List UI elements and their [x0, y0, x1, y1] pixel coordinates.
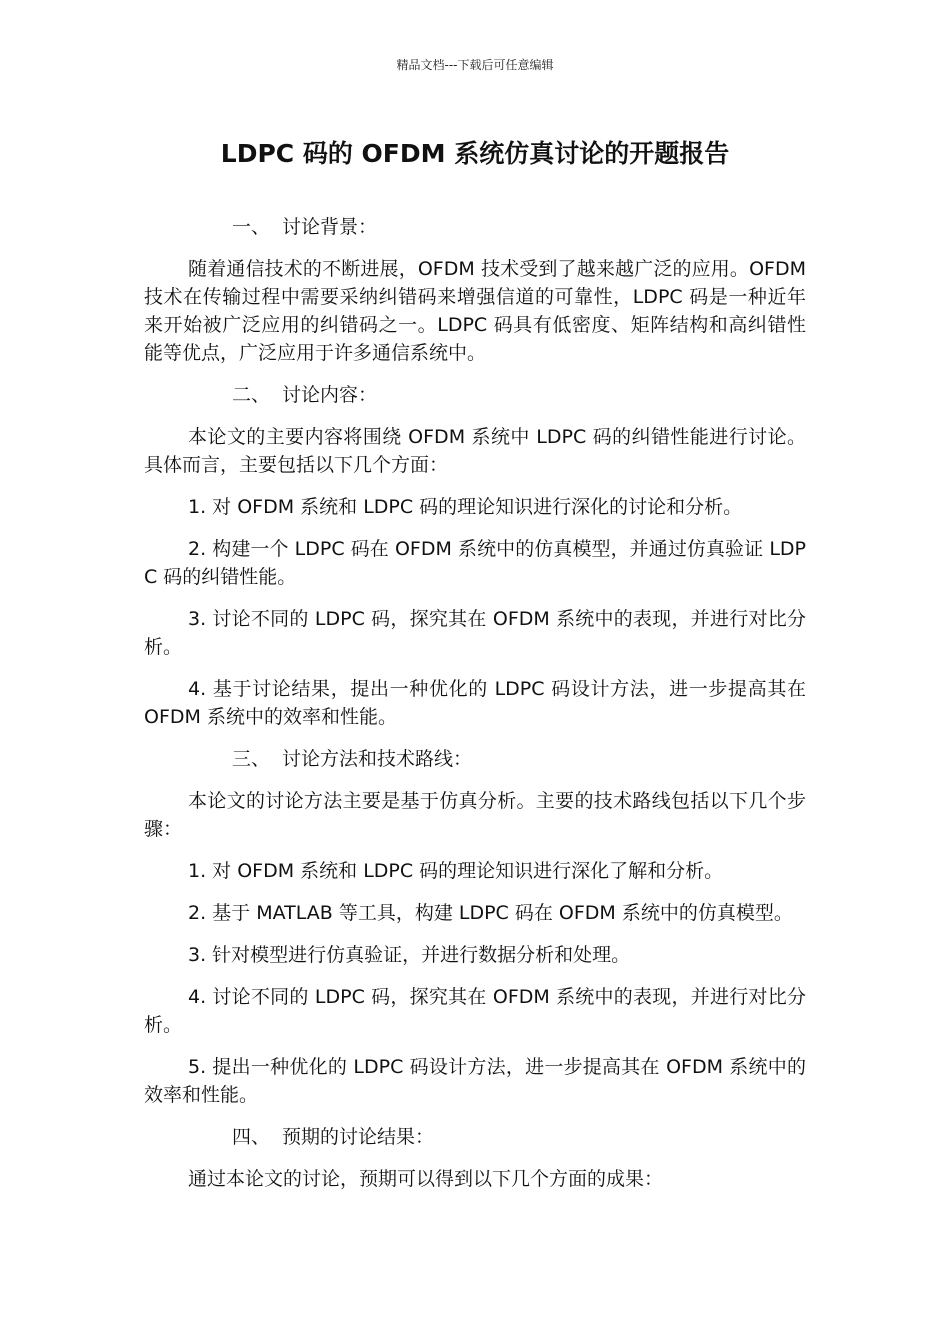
paragraph: 本论文的讨论方法主要是基于仿真分析。主要的技术路线包括以下几个步骤： [144, 790, 806, 840]
section-heading [144, 213, 806, 241]
list-item: 4. 讨论不同的 LDPC 码，探究其在 OFDM 系统中的表现，并进行对比分析。 [144, 986, 806, 1036]
list-item: 5. 提出一种优化的 LDPC 码设计方法，进一步提高其在 OFDM 系统中的效率和性能。 [144, 1056, 806, 1106]
section-heading-text: 预期的讨论结果： [282, 1126, 435, 1148]
section-number: 四、 [232, 1126, 271, 1148]
section-content [144, 381, 806, 731]
list-item: 1. 对 OFDM 系统和 LDPC 码的理论知识进行深化了解和分析。 [188, 860, 724, 882]
section-number: 一、 [232, 216, 271, 238]
section-methods [144, 745, 806, 1109]
section-heading-text: 讨论内容： [282, 384, 378, 406]
list-item: 4. 基于讨论结果，提出一种优化的 LDPC 码设计方法，进一步提高其在 OFDM 系统中的效率和性能。 [144, 678, 806, 728]
document-title: LDPC 码的 OFDM 系统仿真讨论的开题报告 [220, 139, 730, 168]
section-heading-text: 讨论方法和技术路线： [282, 748, 473, 770]
section-heading-text: 讨论背景： [282, 216, 378, 238]
paragraph: 随着通信技术的不断进展，OFDM 技术受到了越来越广泛的应用。OFDM 技术在传输过程中需要采纳纠错码来增强信道的可靠性，LDPC 码是一种近年来开始被广泛应用的纠错码之一。LDPC 码具有低密度、矩阵结构和高纠错性能等优点，广泛应用于许多通信系统中。 [144, 258, 806, 364]
list-item: 2. 基于 MATLAB 等工具，构建 LDPC 码在 OFDM 系统中的仿真模型。 [188, 902, 793, 924]
list-item: 3. 讨论不同的 LDPC 码，探究其在 OFDM 系统中的表现，并进行对比分析。 [144, 608, 806, 658]
paragraph: 通过本论文的讨论，预期可以得到以下几个方面的成果： [188, 1168, 664, 1190]
section-heading [144, 745, 806, 773]
section-background [144, 213, 806, 367]
list-item: 2. 构建一个 LDPC 码在 OFDM 系统中的仿真模型，并通过仿真验证 LDPC 码的纠错性能。 [144, 538, 806, 588]
paragraph: 本论文的主要内容将围绕 OFDM 系统中 LDPC 码的纠错性能进行讨论。具体而言，主要包括以下几个方面： [144, 426, 806, 476]
list-item: 3. 针对模型进行仿真验证，并进行数据分析和处理。 [188, 944, 631, 966]
section-heading [144, 1123, 806, 1151]
section-number: 三、 [232, 748, 271, 770]
section-heading [144, 381, 806, 409]
section-expected-results [144, 1123, 806, 1193]
list-item: 1. 对 OFDM 系统和 LDPC 码的理论知识进行深化的讨论和分析。 [188, 496, 743, 518]
page-header: 精品文档---下载后可任意编辑 [396, 58, 554, 72]
section-number: 二、 [232, 384, 271, 406]
document-body [144, 213, 806, 1207]
